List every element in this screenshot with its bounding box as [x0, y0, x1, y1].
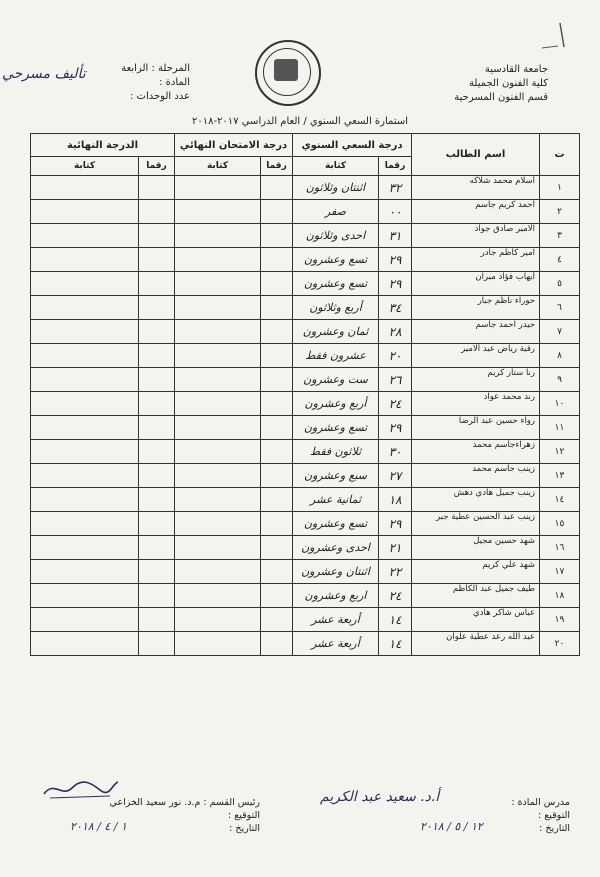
- table-row: [31, 200, 580, 224]
- final-score-words: [31, 224, 139, 248]
- exam-score-number: [261, 512, 293, 536]
- pen-mark-icon: [540, 20, 580, 50]
- row-seq: ١: [540, 176, 580, 200]
- student-name: رنا ستار كريم: [412, 368, 540, 392]
- final-score-words: [31, 488, 139, 512]
- final-score-number: [139, 416, 175, 440]
- table-row: [31, 488, 580, 512]
- teacher-signature-label: التوقيع :: [538, 810, 570, 821]
- annual-score-number: ٢٤: [379, 584, 412, 608]
- table-row: [31, 224, 580, 248]
- grades-table: [30, 133, 580, 656]
- table-row: [31, 536, 580, 560]
- exam-score-number: [261, 608, 293, 632]
- exam-score-words: [175, 392, 261, 416]
- row-seq: ١٣: [540, 464, 580, 488]
- student-name: حيدر احمد جاسم: [412, 320, 540, 344]
- row-seq: ٨: [540, 344, 580, 368]
- exam-score-number: [261, 176, 293, 200]
- stage-label: المرحلة : الرابعة: [121, 63, 190, 74]
- exam-score-words: [175, 464, 261, 488]
- exam-score-number: [261, 560, 293, 584]
- exam-score-number: [261, 200, 293, 224]
- exam-score-number: [261, 296, 293, 320]
- exam-score-words: [175, 272, 261, 296]
- final-score-number: [139, 464, 175, 488]
- annual-score-number: ٢٦: [379, 368, 412, 392]
- final-score-number: [139, 536, 175, 560]
- head-signature-label: التوقيع :: [228, 810, 260, 821]
- final-score-number: [139, 296, 175, 320]
- exam-score-words: [175, 176, 261, 200]
- teacher-label: مدرس المادة :: [511, 797, 570, 808]
- exam-score-number: [261, 584, 293, 608]
- exam-words-header: كتابة: [175, 157, 261, 176]
- student-name: زينب عبد الحسين عطية جبر: [412, 512, 540, 536]
- final-score-number: [139, 632, 175, 656]
- university-name: جامعة القادسية: [484, 64, 548, 75]
- final-score-number: [139, 176, 175, 200]
- annual-score-words: تسع وعشرون: [293, 272, 379, 296]
- final-exam-header: درجة الامتحان النهائي: [175, 134, 293, 157]
- university-seal-icon: [255, 40, 321, 106]
- seq-header: ت: [540, 134, 580, 176]
- table-row: [31, 440, 580, 464]
- final-score-words: [31, 344, 139, 368]
- exam-score-number: [261, 344, 293, 368]
- annual-score-words: اربع وعشرون: [293, 584, 379, 608]
- annual-score-words: أربعة عشر: [293, 608, 379, 632]
- annual-score-number: ٣١: [379, 224, 412, 248]
- final-numbers-header: رقما: [139, 157, 175, 176]
- table-row: [31, 176, 580, 200]
- row-seq: ٢٠: [540, 632, 580, 656]
- exam-score-words: [175, 344, 261, 368]
- annual-score-number: ٢٩: [379, 248, 412, 272]
- form-title: استمارة السعي السنوي / العام الدراسي ٢٠١٧-٢٠١٨: [191, 116, 409, 127]
- row-seq: ١٨: [540, 584, 580, 608]
- exam-score-number: [261, 392, 293, 416]
- table-row: [31, 344, 580, 368]
- exam-score-number: [261, 536, 293, 560]
- table-row: [31, 296, 580, 320]
- annual-score-words: عشرون فقط: [293, 344, 379, 368]
- table-row: [31, 272, 580, 296]
- final-score-words: [31, 392, 139, 416]
- table-row: [31, 368, 580, 392]
- head-label: رئيس القسم : م.د. نور سعيد الخزاعي: [109, 797, 260, 808]
- annual-score-words: ثلاثون فقط: [293, 440, 379, 464]
- final-score-words: [31, 632, 139, 656]
- row-seq: ١٠: [540, 392, 580, 416]
- final-score-words: [31, 536, 139, 560]
- exam-score-number: [261, 224, 293, 248]
- annual-score-number: ٢٤: [379, 392, 412, 416]
- annual-score-number: ٢٠: [379, 344, 412, 368]
- student-name: رواء حسين عبد الرضا: [412, 416, 540, 440]
- exam-score-number: [261, 272, 293, 296]
- student-name: رند محمد عواد: [412, 392, 540, 416]
- teacher-date-label: التاريخ :: [539, 823, 570, 834]
- final-score-number: [139, 440, 175, 464]
- annual-score-words: احدى وثلاثون: [293, 224, 379, 248]
- annual-score-words: اثنتان وثلاثون: [293, 176, 379, 200]
- table-row: [31, 416, 580, 440]
- exam-score-words: [175, 536, 261, 560]
- row-seq: ٩: [540, 368, 580, 392]
- table-row: [31, 632, 580, 656]
- final-score-words: [31, 176, 139, 200]
- row-seq: ١١: [540, 416, 580, 440]
- row-seq: ١٥: [540, 512, 580, 536]
- final-words-header: كتابة: [31, 157, 139, 176]
- exam-score-words: [175, 560, 261, 584]
- annual-score-words: تسع وعشرون: [293, 512, 379, 536]
- final-score-words: [31, 464, 139, 488]
- final-score-words: [31, 320, 139, 344]
- student-name: شهد حسين مجيل: [412, 536, 540, 560]
- student-name: زهراءجاسم محمد: [412, 440, 540, 464]
- exam-score-words: [175, 608, 261, 632]
- exam-score-number: [261, 320, 293, 344]
- annual-score-words: سبع وعشرون: [293, 464, 379, 488]
- table-row: [31, 392, 580, 416]
- student-name: زينب جميل هادي دهش: [412, 488, 540, 512]
- teacher-name: أ.د. سعيد عبد الكريم: [320, 789, 440, 805]
- table-row: [31, 320, 580, 344]
- exam-score-number: [261, 440, 293, 464]
- final-score-number: [139, 608, 175, 632]
- table-row: [31, 248, 580, 272]
- row-seq: ٥: [540, 272, 580, 296]
- final-score-words: [31, 368, 139, 392]
- annual-score-words: ست وعشرون: [293, 368, 379, 392]
- exam-score-number: [261, 368, 293, 392]
- annual-score-words: أربعة عشر: [293, 632, 379, 656]
- annual-score-words: ثمان وعشرون: [293, 320, 379, 344]
- annual-numbers-header: رقما: [379, 157, 412, 176]
- row-seq: ٦: [540, 296, 580, 320]
- final-score-number: [139, 224, 175, 248]
- exam-score-words: [175, 368, 261, 392]
- exam-score-words: [175, 632, 261, 656]
- annual-effort-header: درجة السعي السنوي: [293, 134, 412, 157]
- exam-score-words: [175, 512, 261, 536]
- row-seq: ٤: [540, 248, 580, 272]
- student-name: شهد علي كريم: [412, 560, 540, 584]
- annual-score-words: تسع وعشرون: [293, 248, 379, 272]
- final-score-number: [139, 392, 175, 416]
- student-name: أيهاب فؤاد ميران: [412, 272, 540, 296]
- final-score-words: [31, 248, 139, 272]
- exam-score-number: [261, 632, 293, 656]
- row-seq: ١٦: [540, 536, 580, 560]
- exam-numbers-header: رقما: [261, 157, 293, 176]
- annual-score-number: ٢٨: [379, 320, 412, 344]
- annual-score-words: صفر: [293, 200, 379, 224]
- annual-score-number: ٢٩: [379, 416, 412, 440]
- row-seq: ١٧: [540, 560, 580, 584]
- exam-score-words: [175, 416, 261, 440]
- student-name: عبد الله رعد عطية علوان: [412, 632, 540, 656]
- final-score-words: [31, 512, 139, 536]
- annual-score-number: ٣٤: [379, 296, 412, 320]
- subject-label: المادة :: [159, 77, 190, 88]
- annual-score-words: اثنتان وعشرون: [293, 560, 379, 584]
- final-score-words: [31, 560, 139, 584]
- student-name: عباس شاكر هادي: [412, 608, 540, 632]
- table-row: [31, 584, 580, 608]
- annual-score-number: ٢٢: [379, 560, 412, 584]
- row-seq: ١٤: [540, 488, 580, 512]
- final-score-words: [31, 584, 139, 608]
- exam-score-number: [261, 416, 293, 440]
- table-row: [31, 608, 580, 632]
- exam-score-words: [175, 296, 261, 320]
- college-name: كلية الفنون الجميلة: [469, 78, 548, 89]
- annual-score-words: أربع وعشرون: [293, 392, 379, 416]
- exam-score-words: [175, 584, 261, 608]
- annual-score-words: تسع وعشرون: [293, 416, 379, 440]
- student-name: الامير صادق جواد: [412, 224, 540, 248]
- final-score-number: [139, 368, 175, 392]
- final-score-number: [139, 488, 175, 512]
- exam-score-words: [175, 248, 261, 272]
- final-score-number: [139, 560, 175, 584]
- exam-score-words: [175, 488, 261, 512]
- units-label: عدد الوحدات :: [129, 91, 190, 102]
- final-score-number: [139, 344, 175, 368]
- annual-score-number: ٢٧: [379, 464, 412, 488]
- table-row: [31, 512, 580, 536]
- annual-score-number: ١٤: [379, 632, 412, 656]
- annual-score-words: احدى وعشرون: [293, 536, 379, 560]
- final-score-number: [139, 272, 175, 296]
- final-score-number: [139, 200, 175, 224]
- exam-score-words: [175, 224, 261, 248]
- teacher-date: ١٢ / ٥ / ٢٠١٨: [420, 820, 483, 833]
- annual-score-words: ثمانية عشر: [293, 488, 379, 512]
- annual-score-number: ٢٩: [379, 272, 412, 296]
- student-name: احمد كريم جاسم: [412, 200, 540, 224]
- exam-score-words: [175, 440, 261, 464]
- row-seq: ٧: [540, 320, 580, 344]
- annual-score-number: ٠٠: [379, 200, 412, 224]
- institution-header: [428, 63, 548, 105]
- course-info: [80, 62, 190, 104]
- row-seq: ٢: [540, 200, 580, 224]
- head-date-label: التاريخ :: [229, 823, 260, 834]
- final-score-number: [139, 584, 175, 608]
- final-score-words: [31, 296, 139, 320]
- annual-score-number: ٢١: [379, 536, 412, 560]
- final-score-number: [139, 512, 175, 536]
- student-name: طيف جميل عبد الكاظم: [412, 584, 540, 608]
- exam-score-number: [261, 248, 293, 272]
- exam-score-number: [261, 464, 293, 488]
- table-row: [31, 464, 580, 488]
- student-name: امير كاظم جادر: [412, 248, 540, 272]
- annual-score-number: ٣٠: [379, 440, 412, 464]
- final-grade-header: الدرجة النهائية: [31, 134, 175, 157]
- subject-value: تأليف مسرحي: [2, 66, 86, 82]
- student-name: رقية رياض عبد الامير: [412, 344, 540, 368]
- final-score-number: [139, 248, 175, 272]
- row-seq: ٣: [540, 224, 580, 248]
- annual-score-words: أربع وثلاثون: [293, 296, 379, 320]
- annual-score-number: ٢٩: [379, 512, 412, 536]
- annual-score-number: ٣٢: [379, 176, 412, 200]
- student-name: زينب جاسم محمد: [412, 464, 540, 488]
- annual-score-number: ١٨: [379, 488, 412, 512]
- annual-words-header: كتابة: [293, 157, 379, 176]
- exam-score-number: [261, 488, 293, 512]
- head-date: ١ / ٤ / ٢٠١٨: [70, 820, 127, 833]
- student-name: أسلام محمد شلاكه: [412, 176, 540, 200]
- exam-score-words: [175, 320, 261, 344]
- table-row: [31, 560, 580, 584]
- student-name-header: اسم الطالب: [412, 134, 540, 176]
- annual-score-number: ١٤: [379, 608, 412, 632]
- final-score-words: [31, 416, 139, 440]
- department-name: قسم الفنون المسرحية: [454, 92, 548, 103]
- row-seq: ١٩: [540, 608, 580, 632]
- final-score-words: [31, 608, 139, 632]
- final-score-words: [31, 200, 139, 224]
- row-seq: ١٢: [540, 440, 580, 464]
- exam-score-words: [175, 200, 261, 224]
- final-score-words: [31, 440, 139, 464]
- final-score-words: [31, 272, 139, 296]
- student-name: حوراء ناظم جبار: [412, 296, 540, 320]
- final-score-number: [139, 320, 175, 344]
